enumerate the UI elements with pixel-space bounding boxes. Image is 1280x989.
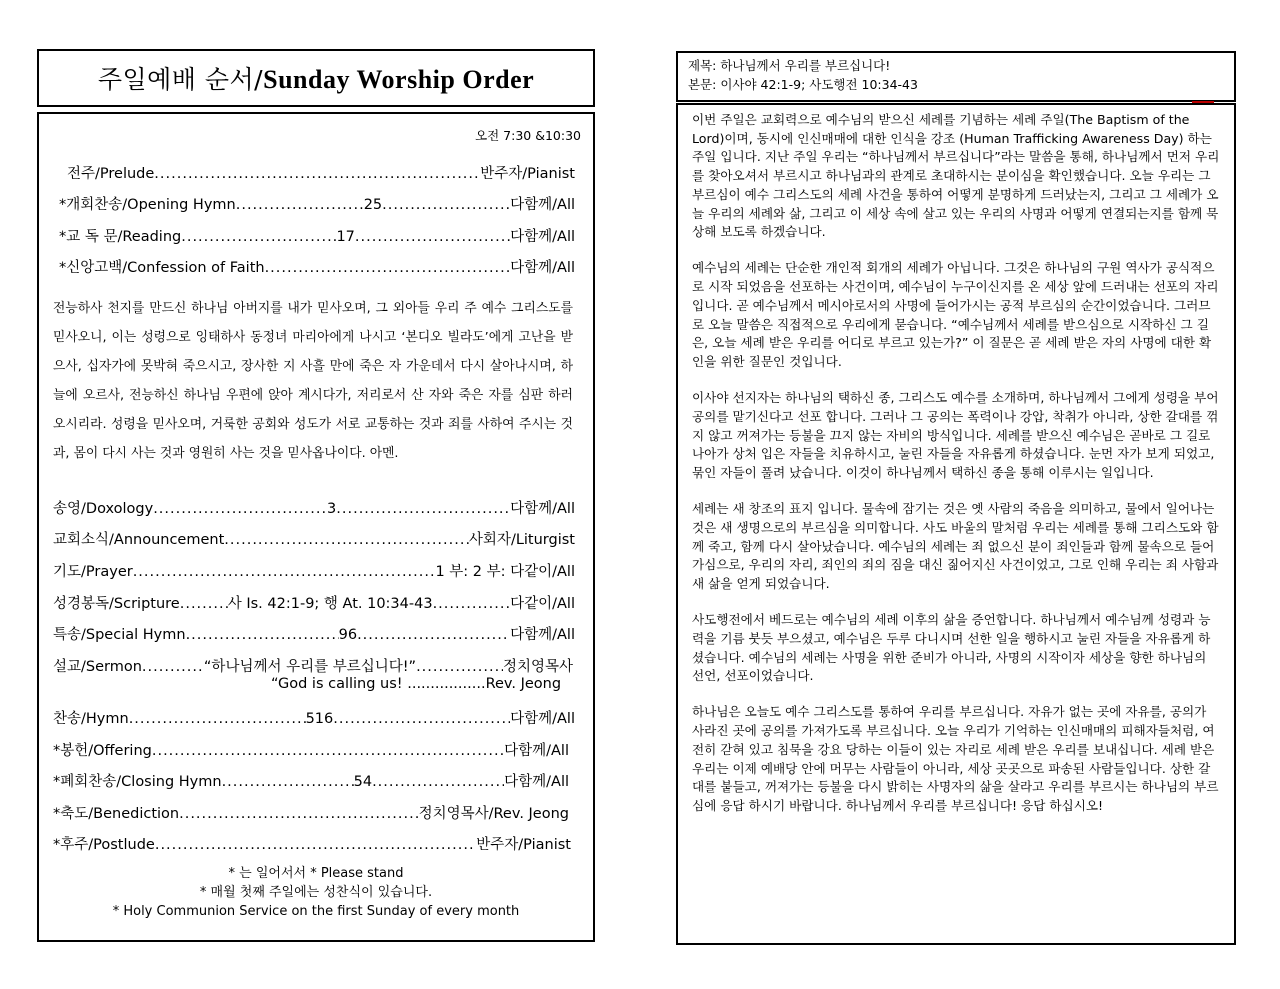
service-time: 오전 7:30 &10:30 bbox=[475, 128, 581, 143]
worship-order-title-box bbox=[37, 49, 595, 107]
sermon-paragraph: 이사야 선지자는 하나님의 택하신 종, 그리스도 예수를 소개하며, 하나님께서 그에게 성령을 부어 공의를 맡기신다고 선포 합니다. 그러나 그 공의는 폭력이나 강압, 착취가 아니라, 상한 갈대를 꺾지 않고 꺼져가는 등불을 끄지 않는 자비의 방식입니다. 세례를 받으신 예수님은 곧바로 그 길로 나아가 상처 입은 자들을 치유하시고, 눌린 자들을 자유롭게 하셨습니다. 눈먼 자가 보게 되었고, 묶인 자들이 풀려 났습니다. 이것이 하나님께서 택하신 종을 통해 이루시는 일입니다. bbox=[692, 390, 1219, 480]
order-item-sermon: 설교/Sermon ..... “하나님께서 우리를 부르십니다!” ..... 정치영목사 bbox=[53, 655, 573, 676]
note-stand: * 는 일어서서 * Please stand bbox=[228, 866, 404, 881]
apostles-creed: 전능하사 천지를 만드신 하나님 아버지를 내가 믿사오며, 그 외아들 우리 주 예수 그리스도를 믿사오니, 이는 성령으로 잉태하사 동정녀 마리아에게 나시고 ‘본디오 빌라도’에게 고난을 받으사, 십자가에 못박혀 죽으시고, 장사한 지 사흘 만에 죽은 자 가운데서 다시 살아나시며, 하늘에 오르사, 전능하신 하나님 우편에 앉아 계시다가, 저리로서 산 자와 죽은 자를 심판 하러 오시리라. 성령을 믿사오며, 거룩한 공회와 성도가 서로 교통하는 것과 죄를 사하여 주시는 것과, 몸이 다시 사는 것과 영원히 사는 것을 믿사옵나이다. 아멘. bbox=[53, 301, 573, 461]
sermon-paragraph: 세례는 새 창조의 표지 입니다. 물속에 잠기는 것은 옛 사람의 죽음을 의미하고, 물에서 일어나는 것은 새 생명으로의 부르심을 의미합니다. 사도 바울의 말처럼 우리는 세례를 통해 그리스도와 함께 죽고, 함께 다시 살아났습니다. 예수님의 세례는 죄 없으신 분이 죄인들과 함께 물속으로 들어가심으로, 우리의 자리, 죄인의 죄의 짐을 대신 짊어지신 사건이었고, 그로 인해 우리는 죄 사함과 새 삶을 얻게 되었습니다. bbox=[692, 501, 1219, 591]
order-item-scripture: 성경봉독/Scripture ..... 사 Is. 42:1-9; 행 At. 10:34-43 ..... 다같이/All bbox=[53, 592, 575, 613]
sermon-scripture: 본문: 이사야 42:1-9; 사도행전 10:34-43 bbox=[688, 77, 918, 92]
order-item-confession: *신앙고백/Confession of Faith ..... 다함께/All bbox=[59, 256, 575, 277]
order-item-opening-hymn: *개회찬송/Opening Hymn ..... 25 ..... 다함께/All bbox=[59, 193, 575, 214]
sermon-title-english: “God is calling us! .................Rev. Jeong bbox=[271, 676, 562, 692]
sermon-body-box bbox=[676, 103, 1236, 945]
sermon-paragraph: 이번 주일은 교회력으로 예수님의 받으신 세례를 기념하는 세례 주일(The Baptism of the Lord)이며, 동시에 인신매매에 대한 인식을 강조 (Human Trafficking Awareness Day) 하는 주일 입니다. 지난 주일 우리는 “하나님께서 부르십니다”라는 말씀을 통해, 하나님께서 먼저 우리를 찾아오셔서 부르시고 하나님과의 관계로 초대하시는 분이심을 확인했습니다. 오늘 우리는 그 부르심이 예수 그리스도의 세례 사건을 통하여 어떻게 분명하게 드러났는지, 그리고 그 세례가 오늘 우리의 세례와 삶, 그리고 이 세상 속에 살고 있는 우리의 사명과 어떻게 연결되는지를 함께 묵상해 보도록 하겠습니다. bbox=[692, 112, 1220, 240]
order-item-benediction: *축도/Benediction ..... 정치영목사/Rev. Jeong bbox=[53, 802, 569, 823]
sermon-header-box bbox=[676, 51, 1236, 102]
worship-order-box bbox=[37, 112, 595, 942]
sermon-paragraph: 하나님은 오늘도 예수 그리스도를 통하여 우리를 부르십니다. 자유가 없는 곳에 자유를, 공의가 사라진 곳에 공의를 가져가도록 부르십니다. 오늘 우리가 기억하는 인신매매의 피해자들처럼, 여전히 갇혀 있고 침묵을 강요 당하는 이들이 있는 자리로 세례 받은 우리를 보내십니다. 세례 받은 우리는 이제 예배당 안에 머무는 사람들이 아니라, 세상 곳곳으로 파송된 사람들입니다. 상한 갈대를 붙들고, 꺼져가는 등불을 다시 밝히는 사명자의 삶을 살라고 우리를 부르시는 하나님의 부르심에 응답 하시기 바랍니다. 하나님께서 우리를 부르십니다! 응답 하십시오! bbox=[692, 704, 1219, 813]
order-item-doxology: 송영/Doxology ..... 3 ..... 다함께/All bbox=[53, 497, 575, 518]
sermon-paragraph: 예수님의 세례는 단순한 개인적 회개의 세례가 아닙니다. 그것은 하나님의 구원 역사가 공식적으로 시작 되었음을 선포하는 사건이며, 예수님이 누구이신지를 온 세상 앞에 드러내는 선포의 자리 입니다. 곧 예수님께서 메시아로서의 사명에 들어가시는 공적 부르심의 순간이었습니다. 그러므로 오늘 말씀은 직접적으로 우리에게 묻습니다. “예수님께서 세례를 받으심으로 시작하신 그 길은, 오늘 세례 받은 우리를 어디로 부르고 있는가?” 이 질문은 곧 세례 받은 자의 사명에 대한 확인을 위한 질문인 것입니다. bbox=[692, 260, 1219, 369]
note-communion-en: * Holy Communion Service on the first Sunday of every month bbox=[112, 904, 520, 919]
note-communion-ko: * 매월 첫째 주일에는 성찬식이 있습니다. bbox=[199, 885, 433, 900]
page-title: 주일예배 순서/Sunday Worship Order bbox=[97, 65, 535, 94]
notes bbox=[39, 864, 593, 921]
sermon-title: 제목: 하나님께서 우리를 부르십니다! bbox=[688, 58, 891, 73]
order-item-prelude: 전주/Prelude ..... 반주자/Pianist bbox=[67, 162, 575, 183]
order-item-reading: *교 독 문/Reading ..... 17 ..... 다함께/All bbox=[59, 225, 575, 246]
order-item-special-hymn: 특송/Special Hymn ..... 96 ..... 다함께/All bbox=[53, 623, 575, 644]
order-item-prayer: 기도/Prayer ..... 1 부: 2 부: 다같이/All bbox=[53, 560, 575, 581]
order-item-closing-hymn: *폐회찬송/Closing Hymn ..... 54 ..... 다함께/All bbox=[53, 770, 569, 791]
order-item-announcement: 교회소식/Announcement ..... 사회자/Liturgist bbox=[53, 528, 575, 549]
order-item-hymn: 찬송/Hymn ..... 516 ..... 다함께/All bbox=[53, 707, 575, 728]
sermon-paragraph: 사도행전에서 베드로는 예수님의 세례 이후의 삶을 증언합니다. 하나님께서 예수님께 성령과 능력을 기름 붓듯 부으셨고, 예수님은 두루 다니시며 선한 일을 행하시고 눌린 자들을 자유롭게 하셨습니다. 예수님의 세례는 사명을 위한 준비가 아니라, 사명의 시작이자 세상을 향한 하나님의 선언, 선포이었습니다. bbox=[692, 612, 1211, 684]
order-item-offering: *봉헌/Offering ..... 다함께/All bbox=[53, 739, 569, 760]
order-item-postlude: *후주/Postlude ..... 반주자/Pianist bbox=[53, 833, 571, 854]
